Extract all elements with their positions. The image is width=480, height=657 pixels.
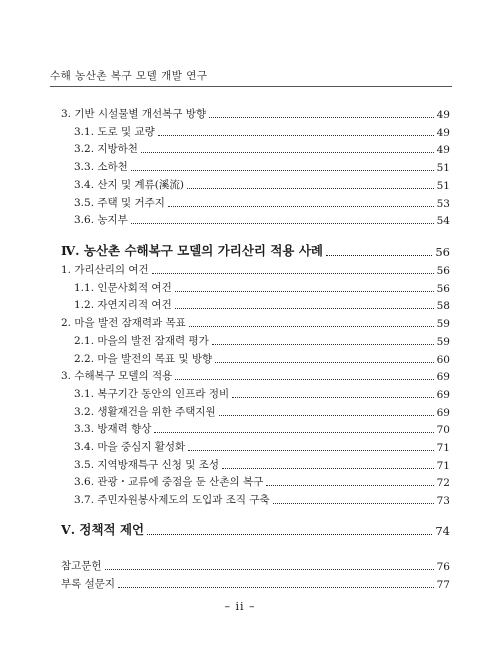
toc-entry-label: 3. 수해복구 모델의 적용 [61, 370, 173, 382]
toc-entry[interactable] [74, 474, 450, 489]
toc-entry-label: 3.6. 농지부 [74, 214, 128, 226]
toc-entry-label: 2.1. 마을의 발전 잠재력 평가 [74, 335, 209, 347]
toc-entry-page: 51 [436, 180, 450, 192]
dot-leader [326, 255, 432, 256]
toc-entry-label: 3.5. 지역방재특구 신청 및 조성 [74, 459, 219, 471]
toc-entry-page: 49 [436, 109, 450, 121]
toc-entry-label: 1.2. 자연지리적 여건 [74, 299, 172, 311]
toc-entry-page: 56 [436, 265, 450, 277]
toc-entry[interactable] [61, 576, 450, 591]
toc-entry-label: 3.2. 지방하천 [74, 143, 138, 155]
toc-entry[interactable] [74, 141, 450, 156]
dot-leader [158, 135, 434, 136]
dot-leader [219, 415, 434, 416]
toc-entry-label: 3. 기반 시설물별 개선복구 방향 [61, 108, 207, 120]
toc-entry-label: 3.4. 산지 및 계류(溪流) [74, 179, 184, 191]
toc-entry-page: 72 [436, 477, 450, 489]
toc-entry[interactable] [74, 457, 450, 472]
toc-entry[interactable] [74, 280, 450, 295]
toc-entry[interactable] [61, 262, 450, 277]
toc-entry-page: 49 [436, 127, 450, 139]
toc-entry-page: 54 [436, 215, 450, 227]
toc-entry[interactable] [61, 368, 450, 383]
toc-entry-label: 3.4. 마을 중심지 활성화 [74, 441, 186, 453]
toc-entry-label: 2. 마을 발전 잠재력과 목표 [61, 317, 186, 329]
toc-entry[interactable] [74, 195, 450, 210]
toc-entry[interactable] [74, 159, 450, 174]
dot-leader [215, 362, 433, 363]
running-header: 수해 농산촌 복구 모델 개발 연구 [50, 70, 208, 82]
dot-leader [175, 291, 434, 292]
dot-leader [187, 188, 434, 189]
toc-entry[interactable] [74, 421, 450, 436]
dot-leader [175, 379, 433, 380]
dot-leader [168, 206, 434, 207]
dot-leader [152, 273, 434, 274]
toc-entry-page: 51 [436, 162, 450, 174]
toc-entry-label: 3.6. 관광・교류에 중점을 둔 산촌의 복구 [74, 476, 264, 488]
dot-leader [131, 223, 434, 224]
toc-entry-label: Ⅳ. 농산촌 수해복구 모델의 가리산리 적용 사례 [61, 243, 323, 258]
toc-entry-label: 3.1. 복구기간 동안의 인프라 정비 [74, 388, 230, 400]
toc-entry-page: 69 [436, 407, 450, 419]
toc-entry-page: 76 [436, 561, 450, 573]
page-number: – ii – [224, 600, 256, 613]
toc-entry-label: 부록 설문지 [61, 578, 116, 590]
dot-leader [266, 485, 433, 486]
toc-entry-label: Ⅴ. 정책적 제언 [61, 522, 145, 537]
toc-entry-page: 69 [436, 371, 450, 383]
dot-leader [209, 117, 434, 118]
toc-entry[interactable] [74, 297, 450, 312]
dot-leader [118, 587, 434, 588]
toc-entry-page: 53 [436, 198, 450, 210]
toc-entry[interactable] [74, 439, 450, 454]
toc-entry-page: 70 [436, 424, 450, 436]
dot-leader [273, 503, 434, 504]
toc-entry-label: 3.3. 소하천 [74, 161, 128, 173]
toc-entry-page: 73 [436, 495, 450, 507]
toc-entry[interactable] [74, 333, 450, 348]
toc-entry-page: 59 [436, 318, 450, 330]
dot-leader [175, 308, 434, 309]
dot-leader [154, 432, 433, 433]
toc-entry-page: 58 [436, 300, 450, 312]
dot-leader [222, 468, 434, 469]
toc-entry-page: 71 [436, 460, 450, 472]
toc-entry-page: 60 [436, 354, 450, 366]
toc-entry-label: 2.2. 마을 발전의 목표 및 방향 [74, 353, 213, 365]
toc-entry-label: 3.7. 주민자원봉사제도의 도입과 조직 구축 [74, 494, 270, 506]
toc-entry-label: 1.1. 인문사회적 여건 [74, 282, 172, 294]
toc-entry[interactable] [74, 492, 450, 507]
toc-chapter-entry[interactable] [61, 242, 450, 259]
toc-entry[interactable] [74, 124, 450, 139]
toc-entry[interactable] [74, 386, 450, 401]
dot-leader [141, 152, 434, 153]
toc-entry-label: 1. 가리산리의 여건 [61, 264, 149, 276]
dot-leader [105, 569, 434, 570]
toc-entry-label: 3.5. 주택 및 거주지 [74, 197, 165, 209]
dot-leader [189, 326, 434, 327]
toc-entry[interactable] [74, 404, 450, 419]
toc-entry-page: 77 [436, 579, 450, 591]
toc-entry-page: 71 [436, 442, 450, 454]
toc-entry-label: 3.1. 도로 및 교량 [74, 126, 155, 138]
dot-leader [131, 170, 434, 171]
dot-leader [147, 534, 432, 535]
toc-entry-page: 69 [436, 389, 450, 401]
dot-leader [232, 397, 434, 398]
toc-entry-label: 3.3. 방재력 향상 [74, 423, 152, 435]
toc-entry-page: 56 [435, 245, 450, 259]
toc-chapter-entry[interactable] [61, 521, 450, 538]
dot-leader [188, 450, 433, 451]
toc-entry-label: 참고문헌 [61, 560, 102, 572]
toc-entry[interactable] [74, 177, 450, 192]
toc-entry[interactable] [74, 212, 450, 227]
toc-entry-page: 56 [436, 283, 450, 295]
toc-entry[interactable] [61, 558, 450, 573]
toc-entry[interactable] [74, 351, 450, 366]
dot-leader [212, 344, 434, 345]
toc-entry-label: 3.2. 생활재건을 위한 주택지원 [74, 406, 216, 418]
toc-entry-page: 49 [436, 144, 450, 156]
toc-entry[interactable] [61, 106, 450, 121]
toc-entry-page: 74 [435, 524, 450, 538]
toc-entry[interactable] [61, 315, 450, 330]
toc-entry-page: 59 [436, 336, 450, 348]
